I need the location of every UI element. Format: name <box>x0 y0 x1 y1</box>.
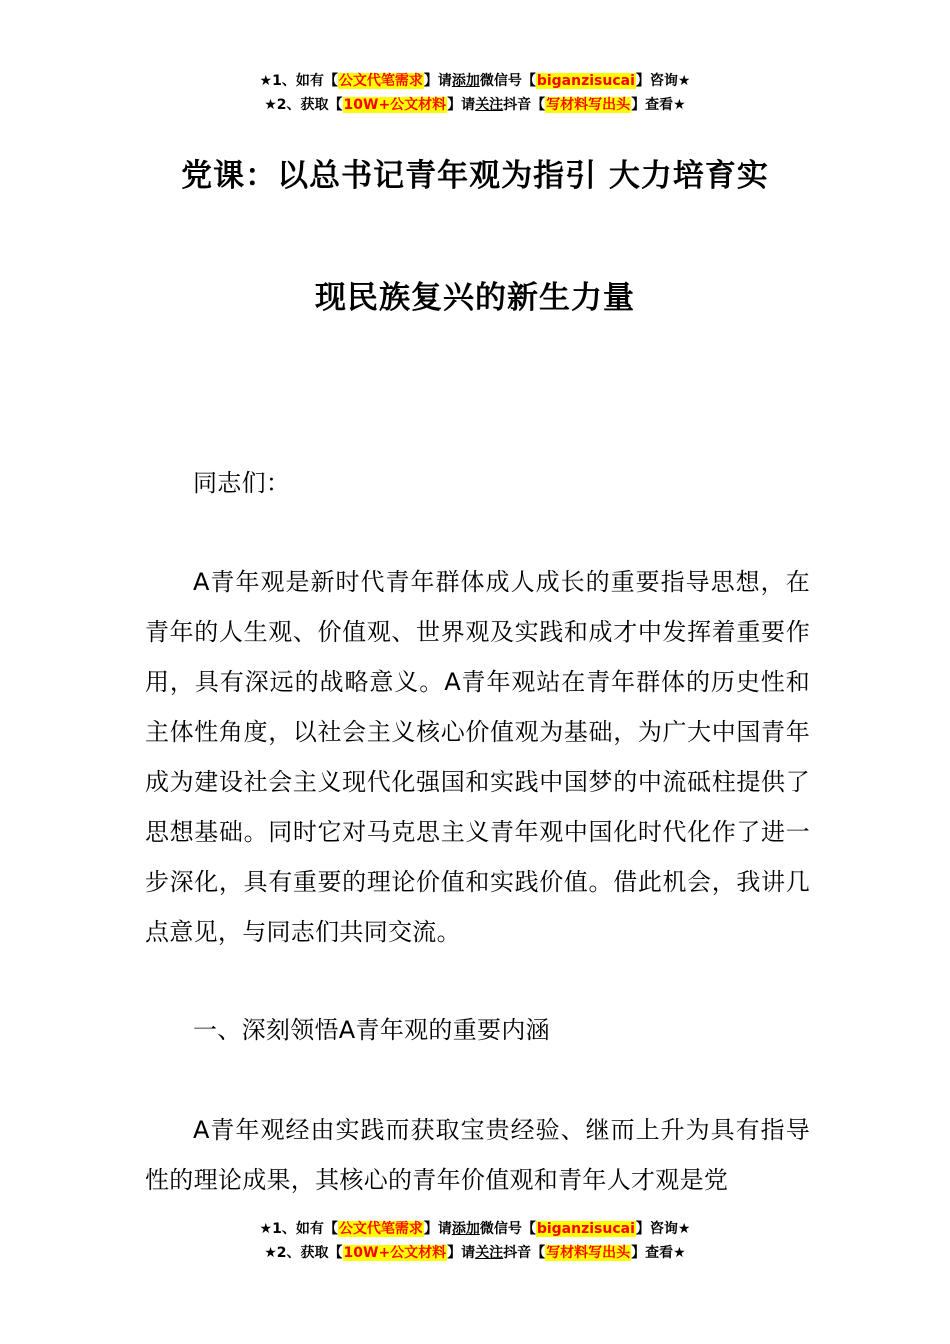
section-heading-1: 一、深刻领悟A青年观的重要内涵 <box>193 1016 550 1044</box>
banner-line-2 <box>0 93 950 117</box>
banner-text: ★2、获取【 <box>264 1245 343 1261</box>
paragraph-1: A青年观是新时代青年群体成人成长的重要指导思想，在青年的人生观、价值观、世界观及实践和成才中发挥着重要作用，具有深远的战略意义。A青年观站在青年群体的历史性和主体性角度，以社会主义核心价值观为基础，为广大中国青年成为建设社会主义现代化强国和实践中国梦的中流砥柱提供了思想基础。同时它对马克思主义青年观中国化时代化作了进一步深化，具有重要的理论价值和实践价值。借此机会，我讲几点意见，与同志们共同交流。 <box>145 568 810 946</box>
banner-text: 抖音【 <box>503 1245 546 1261</box>
banner-text: ★1、如有【 <box>259 1221 338 1237</box>
banner-text: 】咨询★ <box>635 1221 691 1237</box>
banner-text: ★1、如有【 <box>259 73 338 89</box>
underlined-text: 关注 <box>475 1245 504 1261</box>
banner-text: 】请 <box>423 73 452 89</box>
highlight-text: 10W+公文材料 <box>343 1245 447 1261</box>
banner-text: 抖音【 <box>503 97 546 113</box>
banner-line-1 <box>0 69 950 93</box>
greeting: 同志们： <box>193 469 291 497</box>
banner-text: 】咨询★ <box>635 73 691 89</box>
banner-text: 】请 <box>447 1245 476 1261</box>
douyin-account: 写材料写出头 <box>546 97 631 113</box>
document-title-line-2: 现民族复兴的新生力量 <box>315 280 635 316</box>
banner-text: 】查看★ <box>631 1245 686 1261</box>
footer-banner <box>0 1217 950 1265</box>
banner-text: 微信号【 <box>479 73 536 89</box>
paragraph-2: A青年观经由实践而获取宝贵经验、继而上升为具有指导性的理论成果，其核心的青年价值观和青年人才观是党 <box>145 1116 810 1194</box>
banner-text: 】请 <box>447 97 476 113</box>
underlined-text: 添加 <box>451 73 480 89</box>
douyin-account: 写材料写出头 <box>546 1245 631 1261</box>
banner-text: 微信号【 <box>479 1221 536 1237</box>
highlight-text: 10W+公文材料 <box>343 97 447 113</box>
underlined-text: 关注 <box>475 97 504 113</box>
highlight-text: 公文代笔需求 <box>338 73 423 89</box>
banner-text: 】请 <box>423 1221 452 1237</box>
wechat-id: biganzisucai <box>536 1221 635 1237</box>
banner-line-1 <box>0 1217 950 1241</box>
underlined-text: 添加 <box>451 1221 480 1237</box>
banner-line-2 <box>0 1241 950 1265</box>
banner-text: 】查看★ <box>631 97 686 113</box>
header-banner <box>0 69 950 117</box>
wechat-id: biganzisucai <box>536 73 635 89</box>
banner-text: ★2、获取【 <box>264 97 343 113</box>
highlight-text: 公文代笔需求 <box>338 1221 423 1237</box>
document-title-line-1: 党课：以总书记青年观为指引 大力培育实 <box>181 158 769 194</box>
